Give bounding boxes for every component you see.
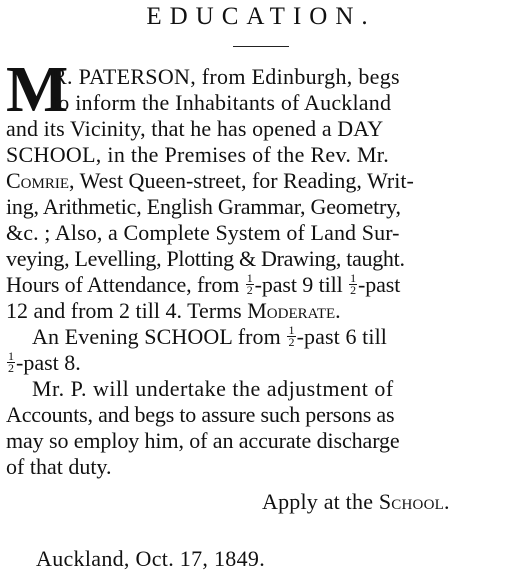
half-fraction	[349, 273, 357, 296]
drop-cap: M	[6, 53, 69, 126]
fraction-denominator: 2	[350, 283, 356, 298]
text-span: Apply at the	[262, 489, 379, 514]
half-fraction	[7, 351, 15, 374]
fraction-numerator: 1	[246, 271, 253, 286]
apply-school: School.	[378, 489, 450, 514]
text-line	[32, 324, 387, 350]
heading-rule	[233, 46, 289, 47]
fraction-denominator: 2	[8, 361, 14, 376]
text-line: of that duty.	[6, 454, 112, 479]
text-line: to inform the Inhabitants of Auckland	[52, 90, 392, 115]
apply-line	[262, 489, 450, 515]
half-fraction	[287, 325, 295, 348]
terms-moderate: Moderate.	[247, 298, 341, 323]
fraction-numerator: 1	[350, 271, 356, 286]
text-line: may so employ him, of an accurate discharge	[6, 428, 400, 453]
text-line: and its Vicinity, that he has opened a DAY	[6, 116, 384, 141]
text-line: Mr. P. will undertake the adjustment of	[32, 376, 394, 401]
text-line: SCHOOL, in the Premises of the Rev. Mr.	[6, 142, 390, 167]
name-comrie: Comrie	[6, 168, 70, 193]
text-line	[6, 272, 400, 298]
fraction-numerator: 1	[288, 323, 295, 338]
text-line: &c. ; Also, a Complete System of Land Sur-	[6, 220, 400, 245]
half-fraction	[246, 273, 254, 296]
fraction-denominator: 2	[246, 283, 253, 298]
text-span: -past	[357, 272, 401, 297]
text-span: 12 and from 2 till 4. Terms	[6, 298, 248, 323]
text-line: R. PATERSON, from Edinburgh, begs	[52, 64, 400, 89]
text-span: -past 8.	[16, 350, 81, 375]
text-line	[6, 298, 341, 324]
text-span: An Evening SCHOOL from	[32, 324, 287, 349]
text-line	[6, 350, 81, 376]
text-span: , West Queen-street, for Reading, Writ-	[69, 168, 414, 193]
text-line: ing, Arithmetic, English Grammar, Geometry,	[6, 194, 401, 219]
text-span: -past 9 till	[254, 272, 349, 297]
dateline: Auckland, Oct. 17, 1849.	[36, 546, 265, 571]
fraction-numerator: 1	[8, 349, 14, 364]
fraction-denominator: 2	[288, 335, 295, 350]
text-line: Accounts, and begs to assure such persons as	[6, 402, 395, 427]
text-span: -past 6 till	[296, 324, 387, 349]
text-line	[6, 168, 414, 194]
text-span: Hours of Attendance, from	[6, 272, 245, 297]
text-line: veying, Levelling, Plotting & Drawing, taught.	[6, 246, 405, 271]
advertisement-heading: EDUCATION.	[146, 3, 376, 30]
